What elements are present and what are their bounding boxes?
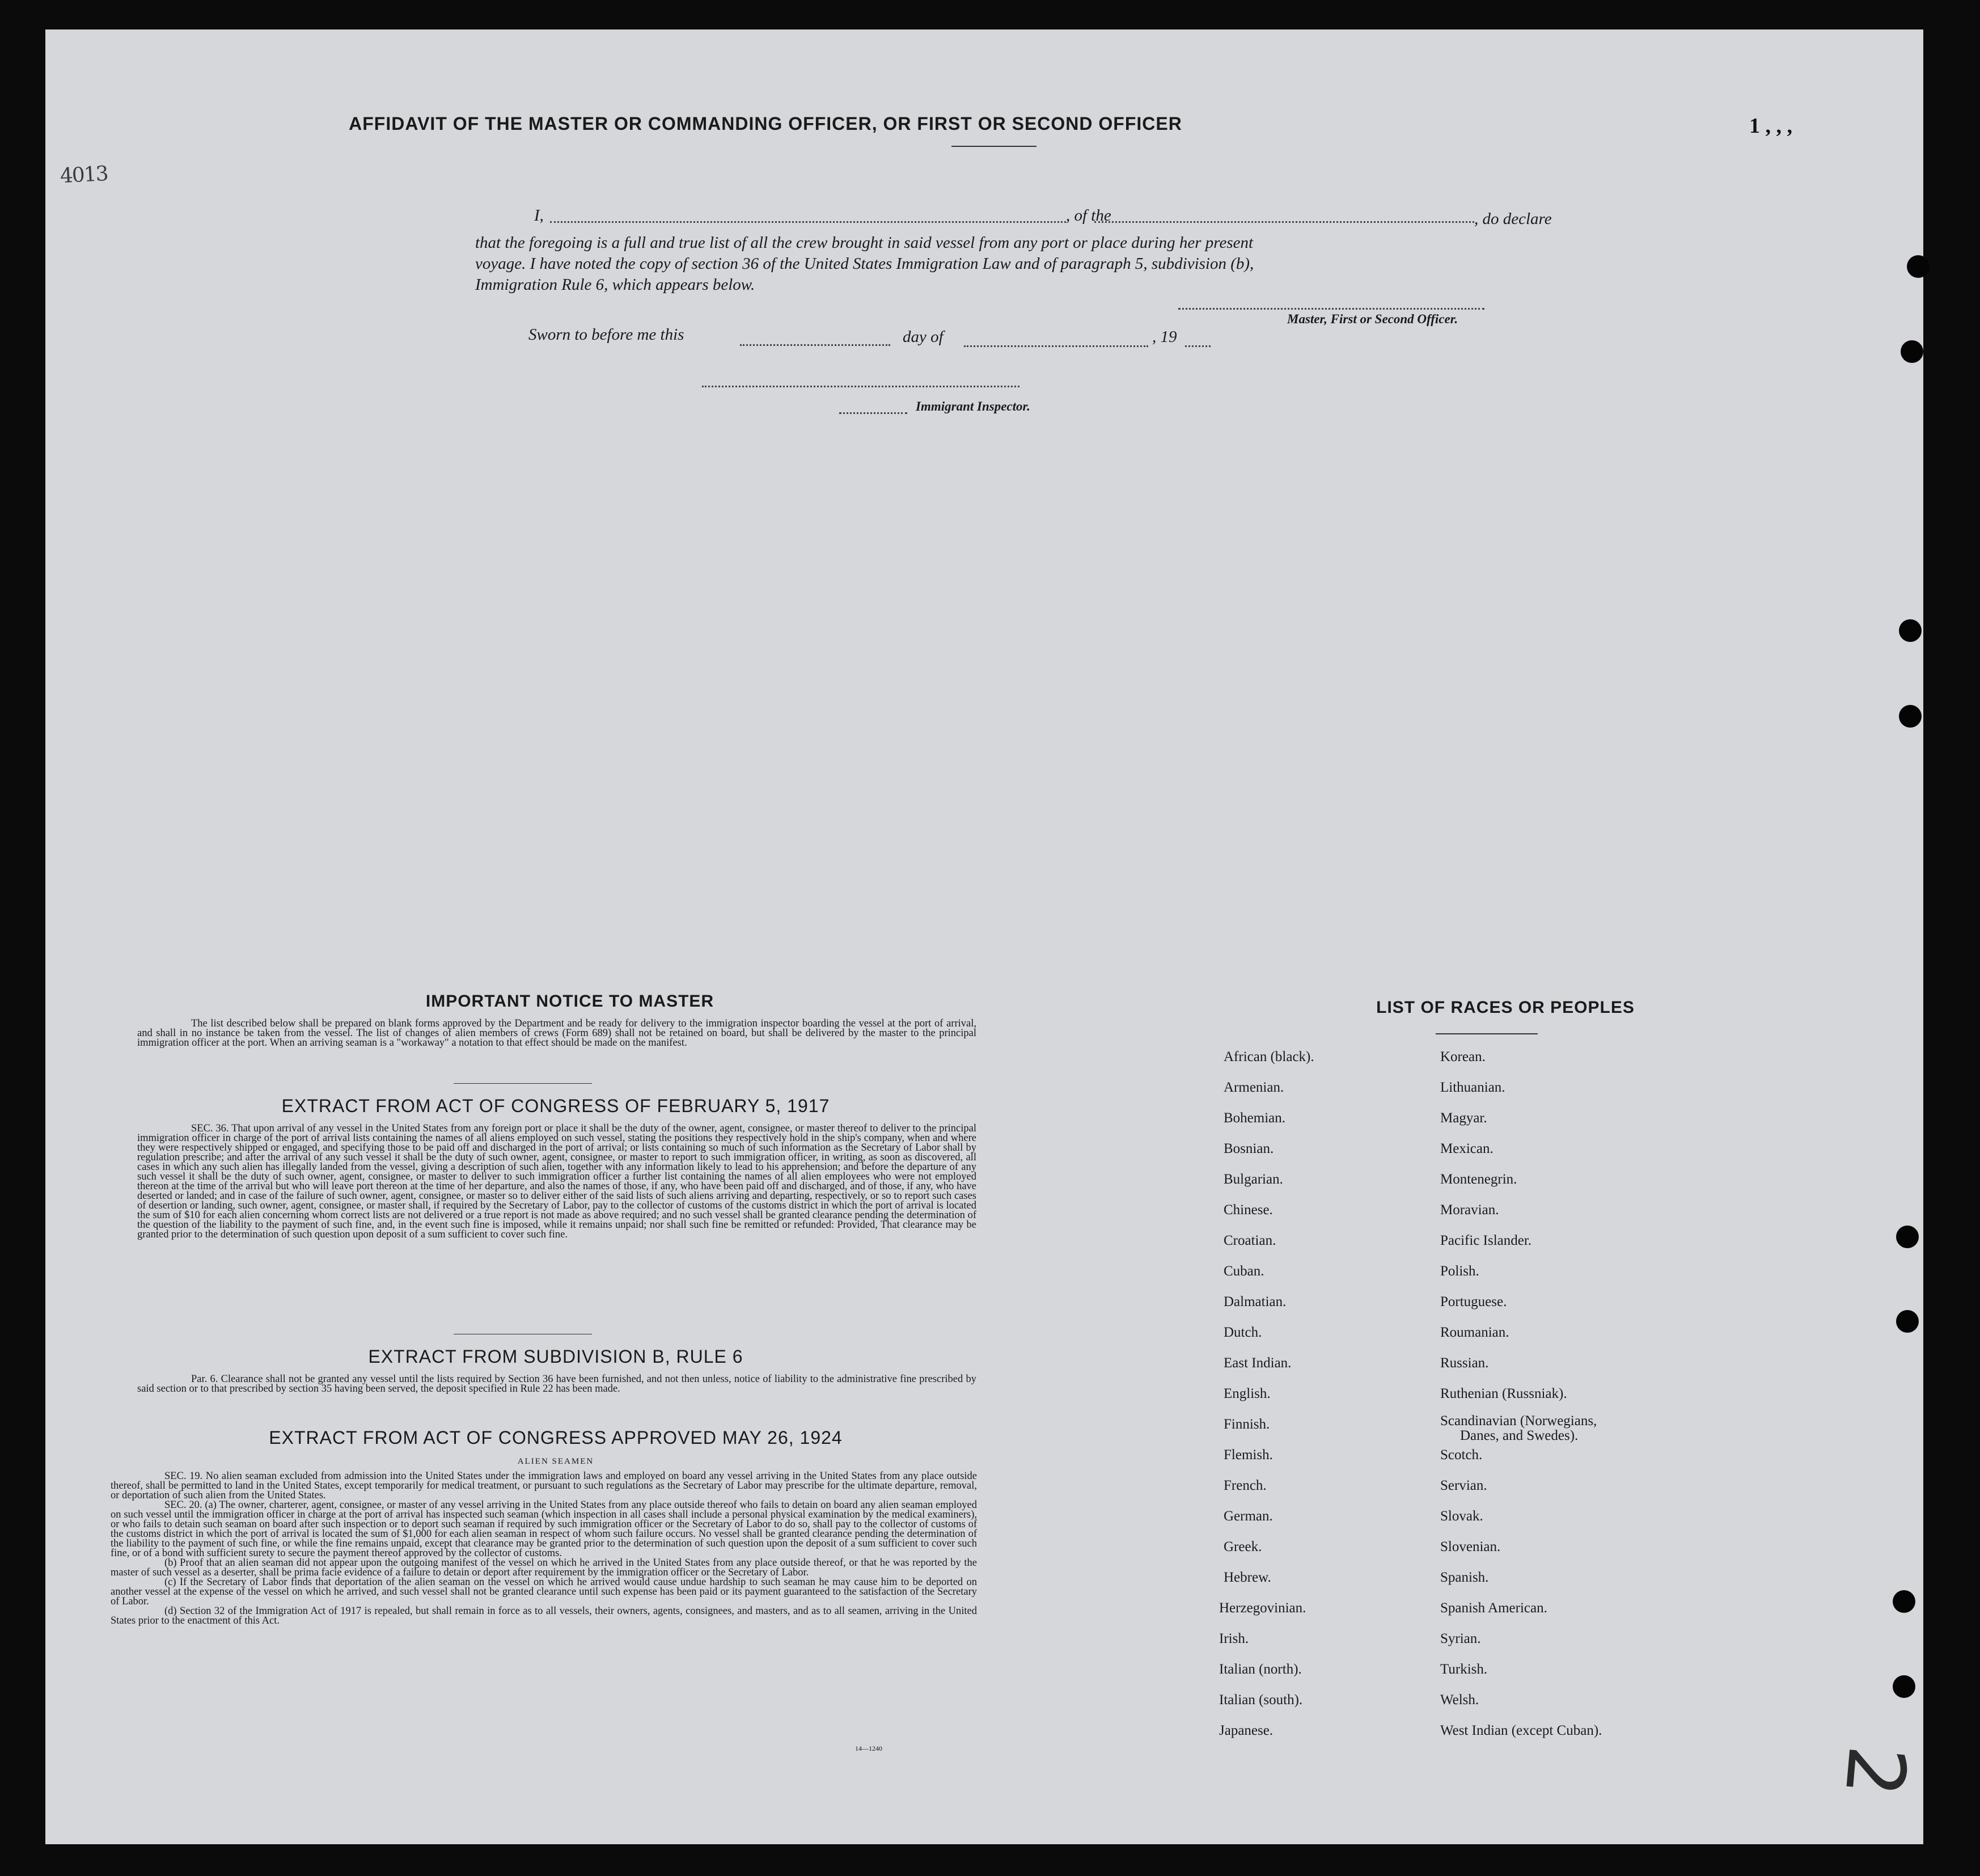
extract-1917-title: EXTRACT FROM ACT OF CONGRESS OF FEBRUARY 5, 1917 (281, 1096, 830, 1116)
race-entry: English. (1224, 1386, 1271, 1401)
affidavit-body-line: Immigration Rule 6, which appears below. (475, 276, 755, 294)
declarant-prefix: I, (534, 206, 544, 225)
race-entry: German. (1224, 1509, 1273, 1524)
race-entry: French. (1224, 1478, 1267, 1493)
race-entry: Russian. (1440, 1355, 1489, 1371)
declare-suffix: , do declare (1474, 210, 1552, 228)
binder-hole (1893, 1590, 1915, 1613)
section-20d-paragraph: (d) Section 32 of the Immigration Act of 1917 is repealed, but shall remain in force as to all vessels, their owners, agents, consignees, and masters, and as to all seamen, arriving in the United States prior to the enactment of this Act. (111, 1605, 977, 1626)
document-page (45, 29, 1923, 1844)
race-entry: Flemish. (1224, 1447, 1273, 1463)
sworn-day-label: day of (903, 328, 944, 346)
race-entry: Hebrew. (1224, 1570, 1271, 1585)
race-entry: Irish. (1219, 1631, 1249, 1646)
race-entry: Roumanian. (1440, 1325, 1509, 1340)
race-entry: Korean. (1440, 1049, 1486, 1064)
binder-hole (1899, 619, 1922, 642)
race-entry: Slovak. (1440, 1509, 1483, 1524)
section-rule (454, 1083, 592, 1084)
sworn-prefix: Sworn to before me this (528, 326, 684, 344)
race-entry: Slovenian. (1440, 1539, 1501, 1554)
master-signature-line[interactable] (1178, 308, 1484, 310)
race-entry: Montenegrin. (1440, 1172, 1517, 1187)
notice-title: IMPORTANT NOTICE TO MASTER (425, 992, 714, 1011)
extract-1924-title: EXTRACT FROM ACT OF CONGRESS APPROVED MAY 26, 1924 (269, 1427, 843, 1448)
race-entry: Bulgarian. (1224, 1172, 1283, 1187)
race-entry: West Indian (except Cuban). (1440, 1723, 1602, 1738)
race-entry: African (black). (1224, 1049, 1314, 1064)
binder-hole (1907, 255, 1930, 278)
master-caption: Master, First or Second Officer. (1287, 312, 1458, 326)
section-20b-paragraph: (b) Proof that an alien seaman did not appear upon the outgoing manifest of the vessel on which he arrived in the United States from any place outside thereof, or that he was reported by the master of such vessel as a deserter, shall be prima facie evidence of a failure to detain or deport after requirement by the immigration officer or the Secretary of Labor. (111, 1557, 977, 1578)
inspector-caption-leader (839, 412, 907, 414)
race-entry: Bohemian. (1224, 1110, 1286, 1126)
race-entry: Italian (south). (1219, 1692, 1303, 1708)
race-entry: Spanish. (1440, 1570, 1489, 1585)
races-title: LIST OF RACES OR PEOPLES (1376, 998, 1635, 1017)
declarant-name-line[interactable] (550, 221, 1066, 223)
race-entry: East Indian. (1224, 1355, 1292, 1371)
race-entry: Armenian. (1224, 1080, 1284, 1095)
vessel-prefix: , of the (1066, 206, 1111, 225)
section-20c-paragraph: (c) If the Secretary of Labor finds that deportation of the alien seaman on the vessel on which he arrived would cause undue hardship to such seaman he may cause him to be deported on another vessel at the expense of the vessel on which he arrived, and such vessel shall not be granted clearance until such expense has been paid or its payment guaranteed to the satisfaction of the Secretary of Labor. (111, 1577, 977, 1607)
race-entry: Dalmatian. (1224, 1294, 1287, 1309)
notice-text: The list described below shall be prepared on blank forms approved by the Department and be ready for delivery to the immigration inspector boarding the vessel at the port of arrival, and shall in no instance be taken from the vessel. The list of changes of alien members of crews (Form 689) shall not be retained on board, but shall be delivered by the master to the principal immigration officer at the port. When an arriving seaman is a "workaway" a notation to that effect should be made on the manifest. (137, 1018, 976, 1049)
race-entry: Finnish. (1224, 1417, 1270, 1432)
binder-hole (1896, 1310, 1919, 1333)
race-entry: Portuguese. (1440, 1294, 1507, 1309)
inspector-signature-line[interactable] (702, 386, 1019, 387)
race-entry: Moravian. (1440, 1202, 1499, 1218)
race-entry: Polish. (1440, 1264, 1479, 1279)
binder-hole (1899, 705, 1922, 728)
affidavit-body-line: voyage. I have noted the copy of section 36 of the United States Immigration Law and of paragraph 5, subdivision (b), (475, 255, 1254, 273)
race-entry: Ruthenian (Russniak). (1440, 1386, 1567, 1401)
race-entry: Turkish. (1440, 1662, 1488, 1677)
extract-rule6-text: Par. 6. Clearance shall not be granted any vessel until the lists required by Section 36 have been furnished, and not then unless, notice of liability to the administrative fine prescribed by said section or to that prescribed by section 35 having been served, the deposit specified in Rule 22 has been made. (137, 1374, 976, 1395)
race-entry: Bosnian. (1224, 1141, 1274, 1156)
section-19-paragraph: SEC. 19. No alien seaman excluded from admission into the United States under the immigration laws and employed on board any vessel arriving in the United States from any place outside thereof, shall be permitted to land in the United States, except temporarily for medical treatment, or pursuant to such regulations as the Secretary of Labor may prescribe for the ultimate departure, removal, or deportation of such alien from the United States. (111, 1471, 977, 1501)
affidavit-body-line: that the foregoing is a full and true list of all the crew brought in said vessel from any port or place during her present (475, 234, 1254, 252)
race-entry: Herzegovinian. (1219, 1600, 1306, 1616)
vessel-name-line[interactable] (1094, 221, 1474, 223)
races-title-rule (1436, 1033, 1538, 1034)
affidavit-body (475, 233, 1586, 295)
handwritten-page-number: 2 (1826, 1742, 1923, 1801)
race-entry: Scandinavian (Norwegians, (1440, 1413, 1597, 1429)
title-rule (951, 146, 1036, 147)
race-entry: Scotch. (1440, 1447, 1483, 1463)
binder-hole (1901, 340, 1923, 363)
race-entry: Pacific Islander. (1440, 1233, 1532, 1248)
race-entry: Servian. (1440, 1478, 1487, 1493)
race-entry: Mexican. (1440, 1141, 1494, 1156)
section-20a-paragraph: SEC. 20. (a) The owner, charterer, agent, consignee, or master of any vessel arriving in the United States from any place outside thereof who fails to detain on board any alien seaman employed on such vessel until the immigration officer in charge at the port of arrival has inspected such seaman (which inspection in all cases shall include a personal physical examination by the medical examiners), or who fails to detain such seaman on board after such inspection or to deport such seaman if required by such immigration officer or the Secretary of Labor to do so, shall pay to the collector of customs of the customs district in which the port of arrival is located the sum of $1,000 for each alien seaman in respect of whom such failure occurs. No vessel shall be granted clearance pending the determination of the liability to the payment of such fine, or while the fine remains unpaid, except that clearance may be granted prior to the determination of such question upon the deposit of a sum sufficient to cover such fine, or of a bond with sufficient surety to secure the payment thereof approved by the collector of customs. (111, 1499, 977, 1559)
alien-seamen-subtitle: ALIEN SEAMEN (517, 1457, 594, 1466)
sworn-year-label: , 19 (1152, 328, 1177, 346)
margin-mark-top-right: 1 , , , (1749, 114, 1792, 138)
sworn-year-line[interactable] (1185, 345, 1211, 347)
race-entry: Chinese. (1224, 1202, 1273, 1218)
form-number: 14—1240 (855, 1744, 882, 1752)
race-entry: Dutch. (1224, 1325, 1262, 1340)
extract-1917-text: SEC. 36. That upon arrival of any vessel in the United States from any foreign port or place it shall be the duty of the owner, agent, consignee, or master thereof to deliver to the principal immigration officer in charge of the port of arrival lists containing the names of all aliens employed on such vessel, stating the positions they respectively hold in the ship's company, when and where they were respectively shipped or engaged, and specifying those to be paid off and discharged in the port of arrival; or lists containing so much of such information as the Secretary of Labor shall by regulation prescribe; and after the arrival of any such vessel it shall be the duty of such owner, agent, consignee, or master to report to such immigration officer, in writing, as soon as discovered, all cases in which any such alien has illegally landed from the vessel, giving a description of such alien, together with any information likely to lead to his apprehension; and before the departure of any such vessel it shall be the duty of such owner, agent, consignee, or master to deliver to such immigration officer a further list containing the names of all alien employees who were not employed thereon at the time of the arrival but who will leave port thereon at the time of her departure, and also the names of those, if any, who have been paid off and discharged, and of those, if any, who have deserted or landed; and in case of the failure of such owner, agent, consignee, or master so to deliver either of the said lists of such aliens arriving and departing, respectively, or so to report such cases of desertion or landing, such owner, agent, consignee, or master shall, if required by the Secretary of Labor, pay to the collector of customs of the customs district in which the port of arrival is located the sum of $10 for each alien concerning whom correct lists are not delivered or a true report is not made as above required; and no such vessel shall be granted clearance pending the determination of the question of the liability to the payment of such fine, and, in the event such fine is imposed, while it remains unpaid; nor shall such fine be remitted or refunded: Provided, That clearance may be granted prior to the determination of such question upon deposit of a sum sufficient to cover such fine. (137, 1123, 976, 1240)
binder-hole (1893, 1675, 1915, 1698)
sworn-month-line[interactable] (964, 345, 1148, 347)
race-entry: Lithuanian. (1440, 1080, 1505, 1095)
extract-rule6-title: EXTRACT FROM SUBDIVISION B, RULE 6 (368, 1346, 743, 1367)
race-entry: Danes, and Swedes). (1460, 1428, 1579, 1443)
race-entry: Japanese. (1219, 1723, 1274, 1738)
sworn-day-line[interactable] (740, 344, 890, 346)
race-entry: Cuban. (1224, 1264, 1264, 1279)
race-entry: Greek. (1224, 1539, 1262, 1554)
margin-stamp-left: 4013 (59, 162, 108, 188)
race-entry: Spanish American. (1440, 1600, 1547, 1616)
binder-hole (1896, 1226, 1919, 1248)
race-entry: Italian (north). (1219, 1662, 1302, 1677)
extract-1924-body (111, 1472, 977, 1626)
race-entry: Welsh. (1440, 1692, 1479, 1708)
race-entry: Magyar. (1440, 1110, 1487, 1126)
race-entry: Syrian. (1440, 1631, 1481, 1646)
affidavit-title: AFFIDAVIT OF THE MASTER OR COMMANDING OFFICER, OR FIRST OR SECOND OFFICER (349, 113, 1182, 134)
race-entry: Croatian. (1224, 1233, 1276, 1248)
inspector-caption: Immigrant Inspector. (916, 399, 1030, 413)
